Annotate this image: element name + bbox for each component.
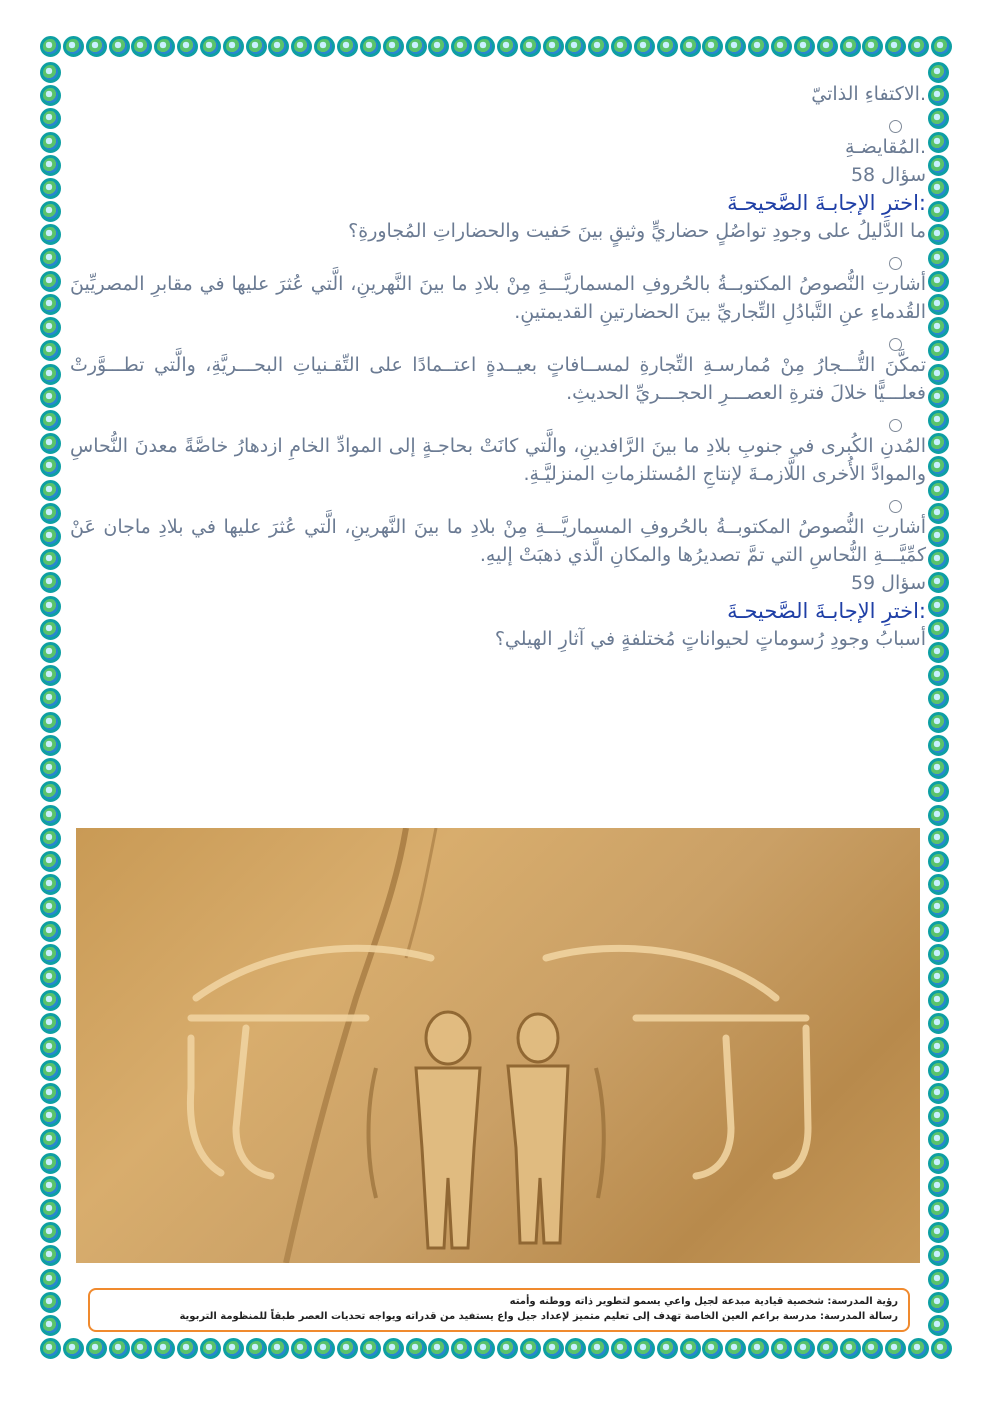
globe-orb-icon bbox=[928, 1129, 949, 1150]
globe-orb-icon bbox=[86, 36, 107, 57]
globe-orb-icon bbox=[543, 36, 564, 57]
globe-orb-icon bbox=[40, 1176, 61, 1197]
globe-orb-icon bbox=[40, 1222, 61, 1243]
globe-orb-icon bbox=[40, 201, 61, 222]
school-mission: رسالة المدرسة: مدرسة براعم العين الخاصة تهدف إلى تعليم متميز لإعداد جيل واع يستفيد من قدراته ويواجه تحديات العصر طبقاً للمنظومة التربوية bbox=[179, 1311, 898, 1322]
globe-orb-icon bbox=[565, 1338, 586, 1359]
school-footer bbox=[88, 1288, 910, 1332]
option-text: أشارتِ النُّصوصُ المكتوبــةُ بالحُروفِ المسماريَّـــةِ مِنْ بلادِ ما بينَ النَّهرينِ، الَّتي عُثرَ عليها في بلادِ ماجان عَنْ كمِّيَّـــةِ النُّحاسِ التي تمَّ تصديرُها والمكانِ الَّذي ذهبَتْ إليهِ. bbox=[70, 516, 926, 566]
globe-orb-icon bbox=[928, 1106, 949, 1127]
globe-orb-icon bbox=[360, 1338, 381, 1359]
globe-orb-icon bbox=[928, 1315, 949, 1336]
globe-orb-icon bbox=[497, 36, 518, 57]
globe-orb-icon bbox=[928, 433, 949, 454]
option-text: المُدنِ الكُبرى في جنوبِ بلادِ ما بينَ الرَّافدينِ، والَّتي كانَتْ بحاجـةٍ إلى الموادِّ الخامِ ازدهارُ خاصَّةً معدنَ النُّحاسِ والموادَّ الأُخرى اللَّازمـةَ لإنتاجِ المُستلزماتِ المنزليَّـةِ. bbox=[70, 435, 926, 485]
globe-orb-icon bbox=[40, 967, 61, 988]
globe-orb-icon bbox=[928, 1222, 949, 1243]
globe-orb-icon bbox=[40, 1338, 61, 1359]
option-text: .الاكتفاءِ الذاتيّ bbox=[811, 83, 926, 105]
globe-orb-icon bbox=[40, 990, 61, 1011]
globe-orb-icon bbox=[680, 1338, 701, 1359]
globe-orb-icon bbox=[474, 1338, 495, 1359]
globe-orb-icon bbox=[862, 36, 883, 57]
globe-orb-icon bbox=[383, 1338, 404, 1359]
globe-orb-icon bbox=[200, 36, 221, 57]
option-text: .المُقايضـةِ bbox=[844, 136, 926, 158]
globe-orb-icon bbox=[928, 340, 949, 361]
globe-orb-icon bbox=[40, 1245, 61, 1266]
globe-orb-icon bbox=[928, 828, 949, 849]
globe-orb-icon bbox=[268, 36, 289, 57]
globe-orb-icon bbox=[928, 688, 949, 709]
rock-carving-illustration bbox=[76, 828, 920, 1263]
globe-orb-icon bbox=[109, 1338, 130, 1359]
globe-orb-icon bbox=[928, 642, 949, 663]
globe-orb-icon bbox=[40, 317, 61, 338]
globe-orb-icon bbox=[928, 1269, 949, 1290]
globe-orb-icon bbox=[337, 1338, 358, 1359]
globe-orb-icon bbox=[928, 317, 949, 338]
globe-orb-icon bbox=[928, 108, 949, 129]
globe-orb-icon bbox=[928, 1199, 949, 1220]
globe-orb-icon bbox=[771, 36, 792, 57]
globe-orb-icon bbox=[771, 1338, 792, 1359]
globe-orb-icon bbox=[40, 688, 61, 709]
globe-orb-icon bbox=[928, 248, 949, 269]
radio-circle-icon[interactable] bbox=[889, 120, 902, 133]
school-vision: رؤية المدرسة: شخصية قيادية مبدعة لجيل واعي يسمو لتطوير ذاته ووطنه وأمته bbox=[509, 1296, 898, 1307]
globe-orb-icon bbox=[928, 480, 949, 501]
globe-orb-icon bbox=[474, 36, 495, 57]
globe-orb-icon bbox=[154, 36, 175, 57]
globe-orb-icon bbox=[928, 364, 949, 385]
globe-orb-icon bbox=[725, 1338, 746, 1359]
globe-orb-icon bbox=[40, 1269, 61, 1290]
globe-orb-icon bbox=[40, 248, 61, 269]
globe-orb-icon bbox=[928, 1013, 949, 1034]
globe-orb-icon bbox=[928, 1083, 949, 1104]
globe-orb-icon bbox=[291, 36, 312, 57]
globe-orb-icon bbox=[40, 456, 61, 477]
globe-orb-icon bbox=[928, 619, 949, 640]
globe-orb-icon bbox=[928, 596, 949, 617]
globe-orb-icon bbox=[40, 921, 61, 942]
globe-orb-icon bbox=[928, 572, 949, 593]
globe-orb-icon bbox=[40, 1060, 61, 1081]
globe-orb-icon bbox=[40, 619, 61, 640]
globe-orb-icon bbox=[634, 1338, 655, 1359]
globe-orb-icon bbox=[497, 1338, 518, 1359]
globe-orb-icon bbox=[40, 132, 61, 153]
globe-orb-icon bbox=[40, 1037, 61, 1058]
globe-orb-icon bbox=[520, 1338, 541, 1359]
globe-orb-icon bbox=[314, 1338, 335, 1359]
rock-carving-photo bbox=[76, 828, 920, 1263]
globe-orb-icon bbox=[928, 1292, 949, 1313]
globe-orb-icon bbox=[611, 36, 632, 57]
globe-orb-icon bbox=[908, 1338, 929, 1359]
globe-orb-icon bbox=[794, 36, 815, 57]
globe-orb-icon bbox=[928, 294, 949, 315]
globe-orb-icon bbox=[931, 36, 952, 57]
globe-orb-icon bbox=[817, 1338, 838, 1359]
globe-orb-icon bbox=[657, 1338, 678, 1359]
globe-orb-icon bbox=[928, 1176, 949, 1197]
globe-orb-icon bbox=[928, 990, 949, 1011]
globe-orb-icon bbox=[520, 36, 541, 57]
globe-orb-icon bbox=[200, 1338, 221, 1359]
globe-orb-icon bbox=[360, 36, 381, 57]
globe-orb-icon bbox=[40, 433, 61, 454]
globe-orb-icon bbox=[634, 36, 655, 57]
globe-orb-icon bbox=[40, 1315, 61, 1336]
globe-orb-icon bbox=[928, 503, 949, 524]
globe-orb-icon bbox=[86, 1338, 107, 1359]
globe-orb-icon bbox=[40, 387, 61, 408]
globe-orb-icon bbox=[40, 781, 61, 802]
question-number: سؤال 58 bbox=[850, 164, 926, 186]
globe-orb-icon bbox=[928, 201, 949, 222]
globe-orb-icon bbox=[885, 36, 906, 57]
globe-orb-icon bbox=[928, 387, 949, 408]
globe-orb-icon bbox=[40, 712, 61, 733]
page-border-left bbox=[40, 62, 64, 1336]
globe-orb-icon bbox=[657, 36, 678, 57]
question-number: سؤال 59 bbox=[850, 572, 926, 594]
radio-circle-icon[interactable] bbox=[889, 500, 902, 513]
globe-orb-icon bbox=[928, 712, 949, 733]
globe-orb-icon bbox=[40, 897, 61, 918]
globe-orb-icon bbox=[862, 1338, 883, 1359]
globe-orb-icon bbox=[109, 36, 130, 57]
globe-orb-icon bbox=[928, 665, 949, 686]
globe-orb-icon bbox=[928, 85, 949, 106]
globe-orb-icon bbox=[40, 828, 61, 849]
globe-orb-icon bbox=[406, 36, 427, 57]
globe-orb-icon bbox=[40, 178, 61, 199]
globe-orb-icon bbox=[928, 410, 949, 431]
globe-orb-icon bbox=[246, 36, 267, 57]
page-border-right bbox=[928, 62, 952, 1336]
globe-orb-icon bbox=[748, 36, 769, 57]
globe-orb-icon bbox=[40, 526, 61, 547]
globe-orb-icon bbox=[223, 1338, 244, 1359]
globe-orb-icon bbox=[702, 36, 723, 57]
globe-orb-icon bbox=[131, 1338, 152, 1359]
globe-orb-icon bbox=[928, 851, 949, 872]
globe-orb-icon bbox=[223, 36, 244, 57]
globe-orb-icon bbox=[565, 36, 586, 57]
option-text: أشارتِ النُّصوصُ المكتوبــةُ بالحُروفِ المسماريَّـــةِ مِنْ بلادِ ما بينَ النَّهرينِ، الَّتي عُثرَ عليها في مقابرِ المصريِّينَ القُدماءِ عنِ التَّبادُلِ التِّجاريِّ بينَ الحضارتينِ القديمتينِ. bbox=[70, 273, 926, 323]
globe-orb-icon bbox=[40, 503, 61, 524]
globe-orb-icon bbox=[543, 1338, 564, 1359]
globe-orb-icon bbox=[314, 36, 335, 57]
globe-orb-icon bbox=[40, 224, 61, 245]
globe-orb-icon bbox=[928, 1153, 949, 1174]
globe-orb-icon bbox=[246, 1338, 267, 1359]
globe-orb-icon bbox=[928, 735, 949, 756]
globe-orb-icon bbox=[40, 1199, 61, 1220]
globe-orb-icon bbox=[885, 1338, 906, 1359]
globe-orb-icon bbox=[928, 271, 949, 292]
globe-orb-icon bbox=[908, 36, 929, 57]
globe-orb-icon bbox=[928, 178, 949, 199]
globe-orb-icon bbox=[931, 1338, 952, 1359]
globe-orb-icon bbox=[40, 294, 61, 315]
globe-orb-icon bbox=[928, 224, 949, 245]
globe-orb-icon bbox=[928, 944, 949, 965]
globe-orb-icon bbox=[40, 271, 61, 292]
globe-orb-icon bbox=[588, 1338, 609, 1359]
page-border-top bbox=[40, 36, 952, 60]
globe-orb-icon bbox=[928, 805, 949, 826]
radio-circle-icon[interactable] bbox=[889, 257, 902, 270]
globe-orb-icon bbox=[131, 36, 152, 57]
globe-orb-icon bbox=[63, 36, 84, 57]
question-text: ما الدَّليلُ على وجودِ تواصُلٍ حضاريٍّ وثيقٍ بينَ حَفيت والحضاراتِ المُجاورةِ؟ bbox=[348, 220, 926, 242]
globe-orb-icon bbox=[337, 36, 358, 57]
globe-orb-icon bbox=[40, 572, 61, 593]
question-instruction: :اخترِ الإجابـةَ الصَّحيحـةَ bbox=[727, 191, 926, 215]
globe-orb-icon bbox=[725, 36, 746, 57]
globe-orb-icon bbox=[680, 36, 701, 57]
globe-orb-icon bbox=[40, 108, 61, 129]
globe-orb-icon bbox=[40, 410, 61, 431]
globe-orb-icon bbox=[451, 1338, 472, 1359]
globe-orb-icon bbox=[177, 36, 198, 57]
globe-orb-icon bbox=[817, 36, 838, 57]
globe-orb-icon bbox=[928, 874, 949, 895]
globe-orb-icon bbox=[406, 1338, 427, 1359]
globe-orb-icon bbox=[928, 62, 949, 83]
globe-orb-icon bbox=[611, 1338, 632, 1359]
globe-orb-icon bbox=[40, 1106, 61, 1127]
globe-orb-icon bbox=[40, 62, 61, 83]
globe-orb-icon bbox=[40, 596, 61, 617]
globe-orb-icon bbox=[40, 36, 61, 57]
globe-orb-icon bbox=[63, 1338, 84, 1359]
globe-orb-icon bbox=[928, 897, 949, 918]
globe-orb-icon bbox=[928, 1037, 949, 1058]
worksheet-content bbox=[70, 80, 926, 653]
globe-orb-icon bbox=[40, 805, 61, 826]
globe-orb-icon bbox=[928, 781, 949, 802]
globe-orb-icon bbox=[40, 642, 61, 663]
globe-orb-icon bbox=[40, 665, 61, 686]
globe-orb-icon bbox=[40, 155, 61, 176]
globe-orb-icon bbox=[40, 874, 61, 895]
globe-orb-icon bbox=[40, 340, 61, 361]
globe-orb-icon bbox=[794, 1338, 815, 1359]
globe-orb-icon bbox=[928, 758, 949, 779]
globe-orb-icon bbox=[40, 1129, 61, 1150]
page-border-bottom bbox=[40, 1338, 952, 1362]
globe-orb-icon bbox=[40, 1292, 61, 1313]
globe-orb-icon bbox=[928, 1245, 949, 1266]
globe-orb-icon bbox=[928, 456, 949, 477]
globe-orb-icon bbox=[702, 1338, 723, 1359]
globe-orb-icon bbox=[928, 155, 949, 176]
question-instruction: :اخترِ الإجابـةَ الصَّحيحـةَ bbox=[727, 599, 926, 623]
globe-orb-icon bbox=[451, 36, 472, 57]
globe-orb-icon bbox=[40, 735, 61, 756]
globe-orb-icon bbox=[291, 1338, 312, 1359]
globe-orb-icon bbox=[840, 36, 861, 57]
globe-orb-icon bbox=[40, 364, 61, 385]
globe-orb-icon bbox=[40, 1153, 61, 1174]
option-text: تمكَّنَ التُّـــجارُ مِنْ مُمارسـةِ التِّجارةِ لمســافاتٍ بعيــدةٍ اعتــمادًا على التِّقـنياتِ البحـــريَّةِ، والَّتي تطـــوَّرتْ فعلـــيًّا خلالَ فترةِ العصـــرِ الحجـــريِّ الحديثِ. bbox=[70, 354, 926, 404]
globe-orb-icon bbox=[588, 36, 609, 57]
globe-orb-icon bbox=[40, 85, 61, 106]
globe-orb-icon bbox=[928, 526, 949, 547]
globe-orb-icon bbox=[840, 1338, 861, 1359]
globe-orb-icon bbox=[177, 1338, 198, 1359]
globe-orb-icon bbox=[428, 36, 449, 57]
globe-orb-icon bbox=[40, 549, 61, 570]
globe-orb-icon bbox=[928, 967, 949, 988]
globe-orb-icon bbox=[40, 480, 61, 501]
globe-orb-icon bbox=[154, 1338, 175, 1359]
globe-orb-icon bbox=[40, 1013, 61, 1034]
globe-orb-icon bbox=[928, 132, 949, 153]
globe-orb-icon bbox=[268, 1338, 289, 1359]
question-text: أسبابُ وجودِ رُسوماتٍ لحيواناتٍ مُختلفةٍ في آثارِ الهيلي؟ bbox=[494, 628, 926, 650]
globe-orb-icon bbox=[40, 944, 61, 965]
globe-orb-icon bbox=[40, 1083, 61, 1104]
globe-orb-icon bbox=[748, 1338, 769, 1359]
globe-orb-icon bbox=[928, 549, 949, 570]
globe-orb-icon bbox=[928, 1060, 949, 1081]
globe-orb-icon bbox=[428, 1338, 449, 1359]
globe-orb-icon bbox=[383, 36, 404, 57]
radio-circle-icon[interactable] bbox=[889, 419, 902, 432]
globe-orb-icon bbox=[40, 758, 61, 779]
radio-circle-icon[interactable] bbox=[889, 338, 902, 351]
globe-orb-icon bbox=[928, 921, 949, 942]
globe-orb-icon bbox=[40, 851, 61, 872]
